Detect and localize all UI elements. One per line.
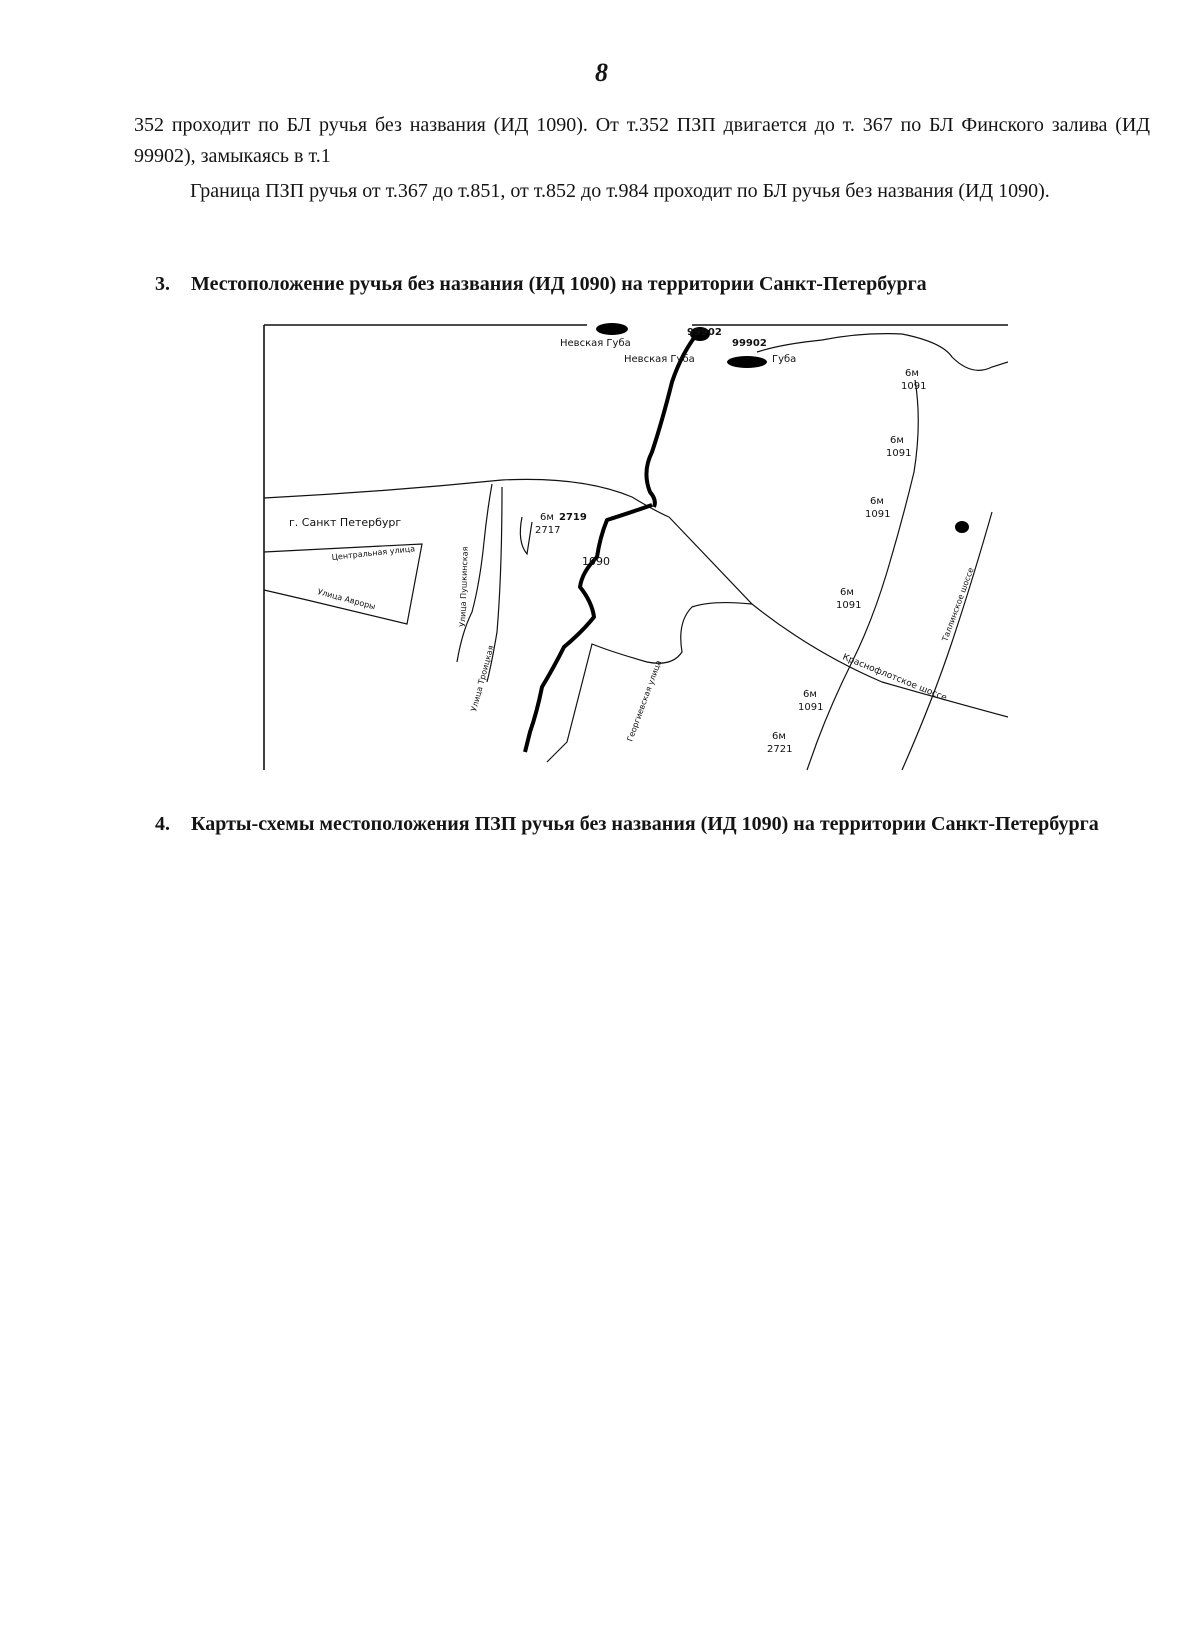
label-6m-f: 6м [803,689,817,700]
label-id-1091-e: 1091 [798,702,824,713]
label-6m-c: 6м [890,435,904,446]
label-neva-bay-3: Губа [772,354,797,365]
label-street-pushkinskaya: Улица Пушкинская [458,546,470,628]
paragraph-boundary-stream: Граница ПЗП ручья от т.367 до т.851, от т.852 до т.984 проходит по БЛ ручья без названия (ИД 1090). [190,180,1050,202]
label-street-avrory: Улица Авроры [316,587,377,612]
label-city: г. Санкт Петербург [289,516,402,529]
label-6m-a: 6м [540,512,554,523]
label-street-central: Центральная улица [331,544,416,562]
label-id-2719: 2719 [559,512,587,523]
label-neva-bay-1: Невская Губа [560,338,631,349]
label-street-georgievskaya: Георгиевская улица [625,659,664,743]
label-id-1091-b: 1091 [886,448,912,459]
section-4-heading [155,808,1151,840]
pond-outline [520,517,532,554]
label-highway-vertical: Таллинское шоссе [940,566,976,643]
stream-1090 [525,330,700,752]
paragraph-boundary-description: 352 проходит по БЛ ручья без названия (ИД 1090). От т.352 ПЗП двигается до т. 367 по БЛ Финского залива (ИД 99902), замыкаясь в т.1 [134,114,1150,167]
label-id-1090: 1090 [582,555,610,568]
map-labels [289,327,976,755]
label-id-2717: 2717 [535,525,561,536]
label-id-1091-c: 1091 [865,509,891,520]
label-id-1091-a: 1091 [901,381,927,392]
section-3-heading [155,268,1115,300]
section-3-title: Местоположение ручья без названия (ИД 1090) на территории Санкт-Петербурга [191,273,927,295]
district-boundary [264,479,669,517]
label-water-99902: 99902 [732,338,767,349]
section-3-number: 3. [155,273,170,295]
label-6m-b: 6м [905,368,919,379]
label-highway-krasnoflotskoe: Краснофлотское шоссе [840,652,949,704]
label-6m-g: 6м [772,731,786,742]
section-4-title: Карты-схемы местоположения ПЗП ручья без названия (ИД 1090) на территории Санкт-Петербурга [191,813,1099,835]
page-number: 8 [595,58,608,87]
label-6m-d: 6м [870,496,884,507]
label-id-2721: 2721 [767,744,793,755]
location-map [262,322,1008,772]
label-neva-bay-2: Невская Губа [624,354,695,365]
label-water-99902-b: 99902 [687,327,722,338]
label-6m-e: 6м [840,587,854,598]
section-4-number: 4. [155,813,170,835]
label-street-troitskaya: Улица Троицкая [469,644,496,713]
label-id-1091-d: 1091 [836,600,862,611]
